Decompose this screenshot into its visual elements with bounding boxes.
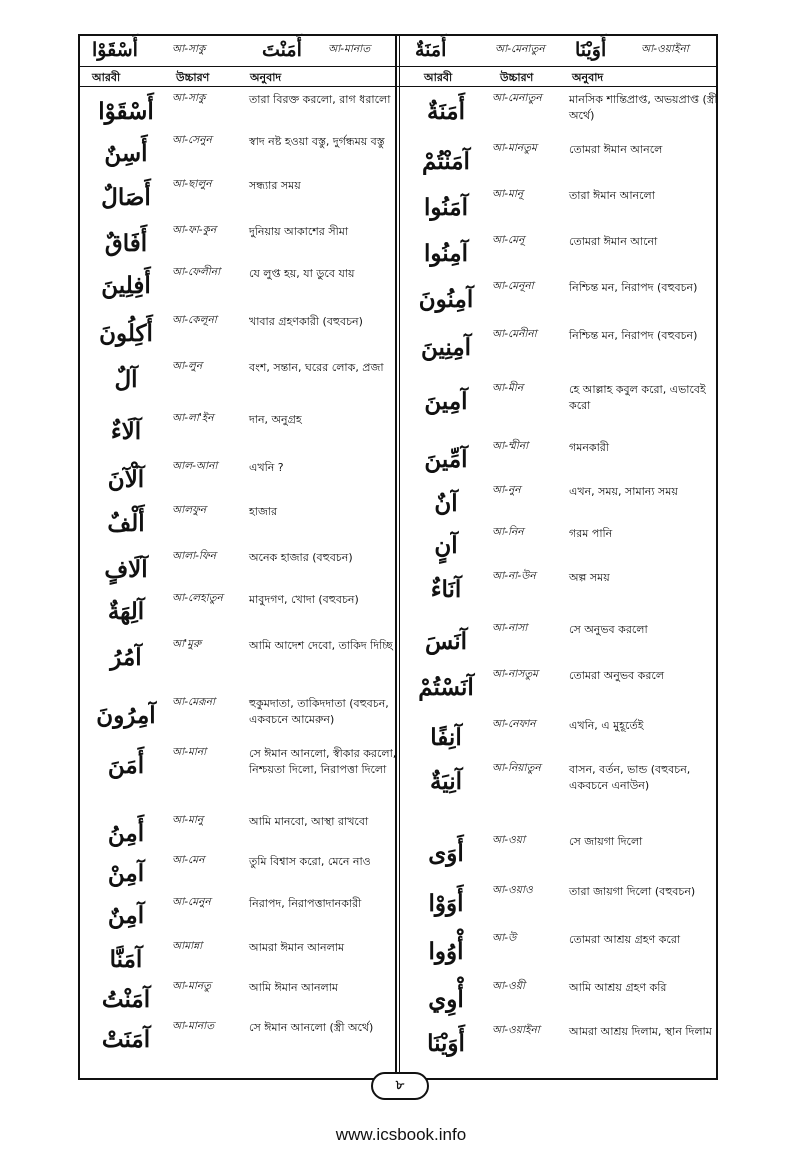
entry-arabic: آمِينَ — [424, 388, 468, 415]
entry-arabic: آمَنُوا — [424, 194, 468, 221]
entry-pronunciation: আ-ওয়ী — [492, 980, 525, 992]
entry-meaning: অল্প সময় — [569, 571, 610, 584]
entry-arabic: آنٌ — [434, 490, 458, 517]
entry-arabic: أَمِنُ — [107, 820, 145, 847]
col-head-arabic-right: আরবী — [424, 71, 453, 84]
entry-meaning: আমরা আশ্রয় দিলাম, স্থান দিলাম — [569, 1025, 712, 1038]
entry-arabic: أَفِلِينَ — [101, 272, 151, 299]
col-head-meaning-left: অনুবাদ — [250, 71, 282, 84]
entry-pronunciation: আ-মেনীনা — [492, 328, 537, 340]
header-right-arabic-1: أَمَنَةٌ — [415, 39, 447, 61]
entry-pronunciation: আ-লেহাতুন — [172, 592, 223, 604]
entry-pronunciation: আ-মানু — [172, 814, 204, 826]
entry-arabic: آمَنْتُ — [101, 986, 151, 1013]
entry-arabic: أَوَى — [428, 840, 464, 867]
entry-meaning: তোমরা ঈমান আনো — [569, 235, 658, 248]
entry-pronunciation: আলা-ফিন — [172, 550, 216, 562]
entry-arabic: أْوُوا — [428, 938, 464, 965]
entry-meaning: তোমরা আশ্রয় গ্রহণ করো — [569, 933, 681, 946]
entry-pronunciation: আ-নিয়াতুন — [492, 762, 541, 774]
entry-meaning: আমি আশ্রয় গ্রহণ করি — [569, 981, 667, 994]
entry-pronunciation: আলফুন — [172, 504, 207, 516]
entry-arabic: آنِيَةٌ — [429, 768, 463, 795]
entry-meaning: দান, অনুগ্রহ — [249, 413, 302, 426]
entry-pronunciation: আ-মেরূনা — [172, 696, 216, 708]
header-rule-bottom — [78, 86, 718, 87]
entry-arabic: أَكِلُونَ — [99, 320, 153, 347]
entry-pronunciation: আল-আনা — [172, 460, 218, 472]
header-left-translit-2: আ-মানাত — [328, 42, 371, 55]
entry-meaning: খাবার গ্রহণকারী (বহুবচন) — [249, 315, 363, 328]
entry-pronunciation: আ-মেনূনা — [492, 280, 534, 292]
entry-pronunciation: আ-সেনুন — [172, 134, 212, 146]
entry-meaning: স্বাদ নষ্ট হওয়া বস্তু, দুর্গন্ধময় বস্তু — [249, 135, 385, 148]
entry-meaning: আমরা ঈমান আনলাম — [249, 941, 345, 954]
entry-meaning: তারা ঈমান আনলো — [569, 189, 655, 202]
entry-meaning: অনেক হাজার (বহুবচন) — [249, 551, 353, 564]
entry-pronunciation: আ-নাসা — [492, 622, 528, 634]
entry-meaning: দুনিয়ায় আকাশের সীমা — [249, 225, 349, 238]
entry-arabic: أَمَنَ — [107, 752, 145, 779]
entry-pronunciation: আ-মীন — [492, 382, 524, 394]
entry-meaning: এখন, সময়, সামান্য সময় — [569, 485, 678, 498]
entry-arabic: آنَسَ — [424, 628, 468, 655]
entry-arabic: أَصَالٌ — [101, 184, 151, 211]
entry-arabic: أَسْقَوْا — [98, 98, 154, 125]
entry-meaning: সে ঈমান আনলো, স্বীকার করলো, নিশ্চয়তা দিলো, নিরাপত্তা দিলো — [249, 747, 397, 776]
running-header-right — [415, 34, 715, 66]
entry-meaning: সে জায়গা দিলো — [569, 835, 643, 848]
entry-pronunciation: আ-মানাত — [172, 1020, 215, 1032]
entry-arabic: آمِنٌ — [107, 902, 145, 929]
entry-pronunciation: আ-নাসতুম — [492, 668, 538, 680]
entry-pronunciation: আ-মানা — [172, 746, 207, 758]
entry-pronunciation: আ-মেনুন — [172, 896, 211, 908]
entry-meaning: তারা জায়গা দিলো (বহুবচন) — [569, 885, 696, 898]
entry-pronunciation: আ-মানতু — [172, 980, 212, 992]
entry-meaning: আমি মানবো, আস্থা রাখবো — [249, 815, 369, 828]
entry-meaning: আমি আদেশ দেবো, তাকিদ দিচ্ছি — [249, 639, 393, 652]
entry-meaning: তুমি বিশ্বাস করো, মেনে নাও — [249, 855, 371, 868]
entry-pronunciation: আ-নিন — [492, 526, 524, 538]
entry-meaning: এখনি ? — [249, 461, 284, 474]
entry-meaning: এখনি, এ মুহূর্তেই — [569, 719, 644, 732]
page-number: ৮ — [371, 1072, 429, 1100]
entry-meaning: গরম পানি — [569, 527, 613, 540]
entry-pronunciation: আ-নেফান — [492, 718, 536, 730]
entry-pronunciation: আ-ম্মীনা — [492, 440, 529, 452]
entry-meaning: হাজার — [249, 505, 278, 518]
entry-meaning: বংশ, সন্তান, ঘরের লোক, প্রজা — [249, 361, 384, 374]
column-divider-inner — [399, 34, 400, 1084]
col-head-pronunciation-left: উচ্চারণ — [176, 71, 210, 84]
entry-arabic: آنِفًا — [430, 724, 462, 751]
entry-pronunciation: আ-লা'ইন — [172, 412, 214, 424]
entry-pronunciation: আ-উ — [492, 932, 517, 944]
entry-arabic: أَمَنَةٌ — [427, 98, 465, 125]
entry-pronunciation: আ-মানতুম — [492, 142, 537, 154]
entry-pronunciation: আ-ওয়াইনা — [492, 1024, 540, 1036]
entry-meaning: বাসন, বর্তন, ভান্ড (বহুবচন, একবচনে এনাউন) — [569, 763, 691, 792]
entry-arabic: آمِنْ — [107, 860, 145, 887]
entry-pronunciation: আ'মুরু — [172, 638, 202, 650]
entry-arabic: أَسِنٌ — [104, 140, 148, 167]
entry-arabic: آمِنُوا — [424, 240, 468, 267]
entry-pronunciation: আ-কেলূনা — [172, 314, 217, 326]
entry-arabic: آمَنْتُمْ — [422, 148, 470, 175]
entry-meaning: তোমরা অনুভব করলে — [569, 669, 665, 682]
entry-pronunciation: আ-সাকু — [172, 92, 206, 104]
entry-meaning: নিরাপদ, নিরাপত্তাদানকারী — [249, 897, 362, 910]
header-rule-top — [78, 66, 718, 67]
col-head-meaning-right: অনুবাদ — [572, 71, 604, 84]
entry-arabic: آلْآنَ — [107, 466, 145, 493]
entry-arabic: آمَنَّا — [109, 946, 143, 973]
entry-pronunciation: আ-মেনাতুন — [492, 92, 542, 104]
entry-arabic: آنَاءٌ — [430, 576, 462, 603]
header-right-arabic-2: أَوَيْنَا — [575, 39, 607, 61]
entry-arabic: آمِرُونَ — [96, 702, 156, 729]
entry-meaning: তারা বিরক্ত করলো, রাগ ধরালো — [249, 93, 391, 106]
entry-meaning: হুকুমদাতা, তাকিদদাতা (বহুবচন, একবচনে আমেরুন) — [249, 697, 389, 726]
col-head-arabic-left: আরবী — [92, 71, 121, 84]
entry-meaning: মানসিক শান্তিপ্রাপ্ত, অভয়প্রাপ্ত (স্ত্রী অর্থে) — [569, 93, 718, 122]
footer-url: www.icsbook.info — [335, 1125, 467, 1144]
entry-pronunciation: আ-ওয়া — [492, 834, 525, 846]
entry-arabic: آمَنَتْ — [101, 1026, 151, 1053]
entry-arabic: أَلْفٌ — [107, 510, 145, 537]
header-right-translit-1: আ-মেনাতুন — [495, 42, 545, 55]
col-head-pronunciation-right: উচ্চারণ — [500, 71, 534, 84]
entry-arabic: أَوَيْنَا — [427, 1030, 465, 1057]
entry-pronunciation: আ-ফেলীনা — [172, 266, 221, 278]
entry-meaning: হে আল্লাহ কবুল করো, এভাবেই করো — [569, 383, 706, 412]
entry-pronunciation: আ-ওয়াও — [492, 884, 533, 896]
entry-meaning: মাবুদগণ, খোদা (বহুবচন) — [249, 593, 359, 606]
header-left-arabic-2: أَمَنْتَ — [262, 39, 302, 61]
entry-meaning: সে ঈমান আনলো (স্ত্রী অর্থে) — [249, 1021, 374, 1034]
right-entry-column — [404, 92, 719, 1077]
entry-pronunciation: আ-ফা-কুন — [172, 224, 217, 236]
header-left-arabic-1: أَسْقَوْا — [92, 39, 138, 61]
entry-pronunciation: আ-মেন — [172, 854, 205, 866]
entry-pronunciation: আ-না-উন — [492, 570, 536, 582]
entry-meaning: যে লুপ্ত হয়, যা ডুবে যায় — [249, 267, 355, 280]
entry-pronunciation: আ-মেনূ — [492, 234, 525, 246]
entry-arabic: أَفَاقٌ — [104, 230, 148, 257]
entry-arabic: آنَسْتُمْ — [418, 674, 474, 701]
entry-arabic: آمِنُونَ — [418, 286, 474, 313]
entry-arabic: آلِهَةٌ — [107, 598, 145, 625]
entry-arabic: أْوِي — [428, 986, 464, 1013]
entry-arabic: آمُرُ — [110, 644, 142, 671]
entry-meaning: তোমরা ঈমান আনলে — [569, 143, 663, 156]
entry-meaning: গমনকারী — [569, 441, 609, 454]
entry-arabic: أَوَوْا — [428, 890, 464, 917]
entry-arabic: آلَافٍ — [104, 556, 148, 583]
entry-meaning: সন্ধ্যার সময় — [249, 179, 301, 192]
entry-arabic: آمِّينَ — [424, 446, 468, 473]
entry-arabic: آمِنِينَ — [420, 334, 472, 361]
entry-meaning: নিশ্চিন্ত মন, নিরাপদ (বহুবচন) — [569, 329, 698, 342]
header-left-translit-1: আ-সাকু — [172, 42, 206, 55]
entry-meaning: সে অনুভব করলো — [569, 623, 648, 636]
entry-arabic: آلَاءٌ — [110, 418, 142, 445]
entry-pronunciation: আমান্না — [172, 940, 203, 952]
left-entry-column — [84, 92, 399, 1077]
entry-arabic: آلٌ — [114, 366, 138, 393]
entry-pronunciation: আ-ছালুন — [172, 178, 212, 190]
running-header-left — [92, 34, 392, 66]
entry-meaning: নিশ্চিন্ত মন, নিরাপদ (বহুবচন) — [569, 281, 698, 294]
entry-pronunciation: আ-মানূ — [492, 188, 524, 200]
entry-pronunciation: আ-নুন — [492, 484, 521, 496]
entry-arabic: آنٍ — [434, 532, 458, 559]
entry-pronunciation: আ-লুন — [172, 360, 203, 372]
header-right-translit-2: আ-ওয়াইনা — [641, 42, 689, 55]
entry-meaning: আমি ঈমান আনলাম — [249, 981, 339, 994]
